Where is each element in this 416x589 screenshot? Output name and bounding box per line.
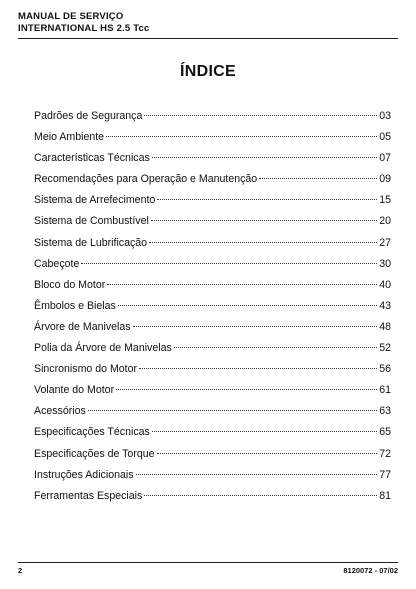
toc-entry[interactable] (34, 296, 391, 317)
toc-entry-label: Êmbolos e Bielas (34, 299, 116, 312)
toc-entry[interactable] (34, 169, 391, 190)
toc-dot-leader (174, 347, 377, 348)
toc-dot-leader (107, 284, 377, 285)
toc-entry-label: Recomendações para Operação e Manutenção (34, 173, 258, 186)
toc-entry-page: 63 (379, 405, 391, 418)
toc-dot-leader (157, 453, 378, 454)
page-title: ÍNDICE (179, 63, 237, 80)
toc-entry-label: Especificações Técnicas (34, 426, 150, 439)
toc-entry[interactable] (34, 275, 391, 296)
toc-entry-page: 15 (379, 194, 391, 207)
toc-entry-page: 07 (379, 152, 391, 165)
toc-entry-page: 40 (379, 278, 391, 291)
toc-dot-leader (152, 157, 377, 158)
toc-dot-leader (151, 220, 377, 221)
toc-entry-label: Árvore de Manivelas (34, 320, 131, 333)
toc-dot-leader (139, 368, 377, 369)
toc-entry-label: Sincronismo do Motor (34, 363, 138, 376)
header-title: MANUAL DE SERVIÇO (18, 11, 124, 22)
toc-entry-label: Ferramentas Especiais (34, 489, 143, 502)
toc-entry-page: 72 (379, 447, 391, 460)
document-header (18, 11, 150, 35)
toc-dot-leader (88, 410, 377, 411)
toc-entry-label: Polia da Árvore de Manivelas (34, 342, 172, 355)
toc-entry-label: Especificações de Torque (34, 447, 155, 460)
toc-entry[interactable] (34, 422, 391, 443)
footer-page-number: 2 (18, 566, 23, 575)
header-model: INTERNATIONAL HS 2.5 Tcc (18, 23, 150, 34)
toc-entry-label: Padrões de Segurança (34, 110, 143, 122)
toc-entry[interactable] (34, 359, 391, 380)
toc-dot-leader (149, 242, 377, 243)
toc-entry-label: Meio Ambiente (34, 131, 105, 144)
table-of-contents (34, 106, 391, 507)
toc-entry-label: Sistema de Lubrificação (34, 236, 148, 249)
toc-entry[interactable] (34, 401, 391, 422)
toc-entry[interactable] (34, 148, 391, 169)
footer-divider (18, 562, 398, 563)
toc-entry[interactable] (34, 465, 391, 486)
toc-entry[interactable] (34, 211, 391, 232)
toc-entry-page: 65 (379, 426, 391, 439)
toc-entry-page: 05 (379, 131, 391, 144)
toc-dot-leader (106, 136, 377, 137)
toc-entry-page: 61 (379, 384, 391, 397)
header-divider (18, 38, 398, 39)
toc-entry[interactable] (34, 127, 391, 148)
toc-dot-leader (259, 178, 377, 179)
toc-dot-leader (152, 431, 377, 432)
toc-entry-page: 20 (379, 215, 391, 228)
toc-entry-label: Sistema de Combustível (34, 215, 149, 228)
toc-entry[interactable] (34, 317, 391, 338)
toc-entry[interactable] (34, 444, 391, 465)
toc-entry-label: Instruções Adicionais (34, 468, 134, 481)
toc-entry[interactable] (34, 233, 391, 254)
toc-entry-page: 27 (379, 236, 391, 249)
toc-entry-page: 48 (379, 320, 391, 333)
toc-dot-leader (144, 115, 377, 116)
toc-entry-page: 09 (379, 173, 391, 186)
toc-dot-leader (116, 389, 377, 390)
toc-dot-leader (157, 199, 377, 200)
footer-document-code: 8120072 - 07/02 (343, 566, 398, 575)
toc-entry[interactable] (34, 338, 391, 359)
toc-entry-label: Cabeçote (34, 257, 80, 270)
toc-entry-label: Sistema de Arrefecimento (34, 194, 156, 207)
toc-entry-label: Características Técnicas (34, 152, 150, 165)
toc-entry-label: Volante do Motor (34, 384, 115, 397)
toc-entry-page: 77 (379, 468, 391, 481)
toc-entry-page: 56 (379, 363, 391, 376)
toc-entry[interactable] (34, 190, 391, 211)
toc-dot-leader (81, 263, 377, 264)
toc-dot-leader (136, 474, 378, 475)
toc-dot-leader (118, 305, 377, 306)
toc-entry-page: 30 (379, 257, 391, 270)
toc-entry[interactable] (34, 106, 391, 127)
toc-entry[interactable] (34, 254, 391, 275)
toc-entry-page: 81 (379, 489, 391, 502)
toc-entry-page: 43 (379, 299, 391, 312)
toc-entry[interactable] (34, 486, 391, 507)
toc-entry-page: 03 (379, 110, 391, 122)
toc-entry-page: 52 (379, 342, 391, 355)
toc-entry-label: Bloco do Motor (34, 278, 106, 291)
toc-dot-leader (133, 326, 378, 327)
toc-dot-leader (144, 495, 377, 496)
toc-entry-label: Acessórios (34, 405, 86, 418)
toc-entry[interactable] (34, 380, 391, 401)
